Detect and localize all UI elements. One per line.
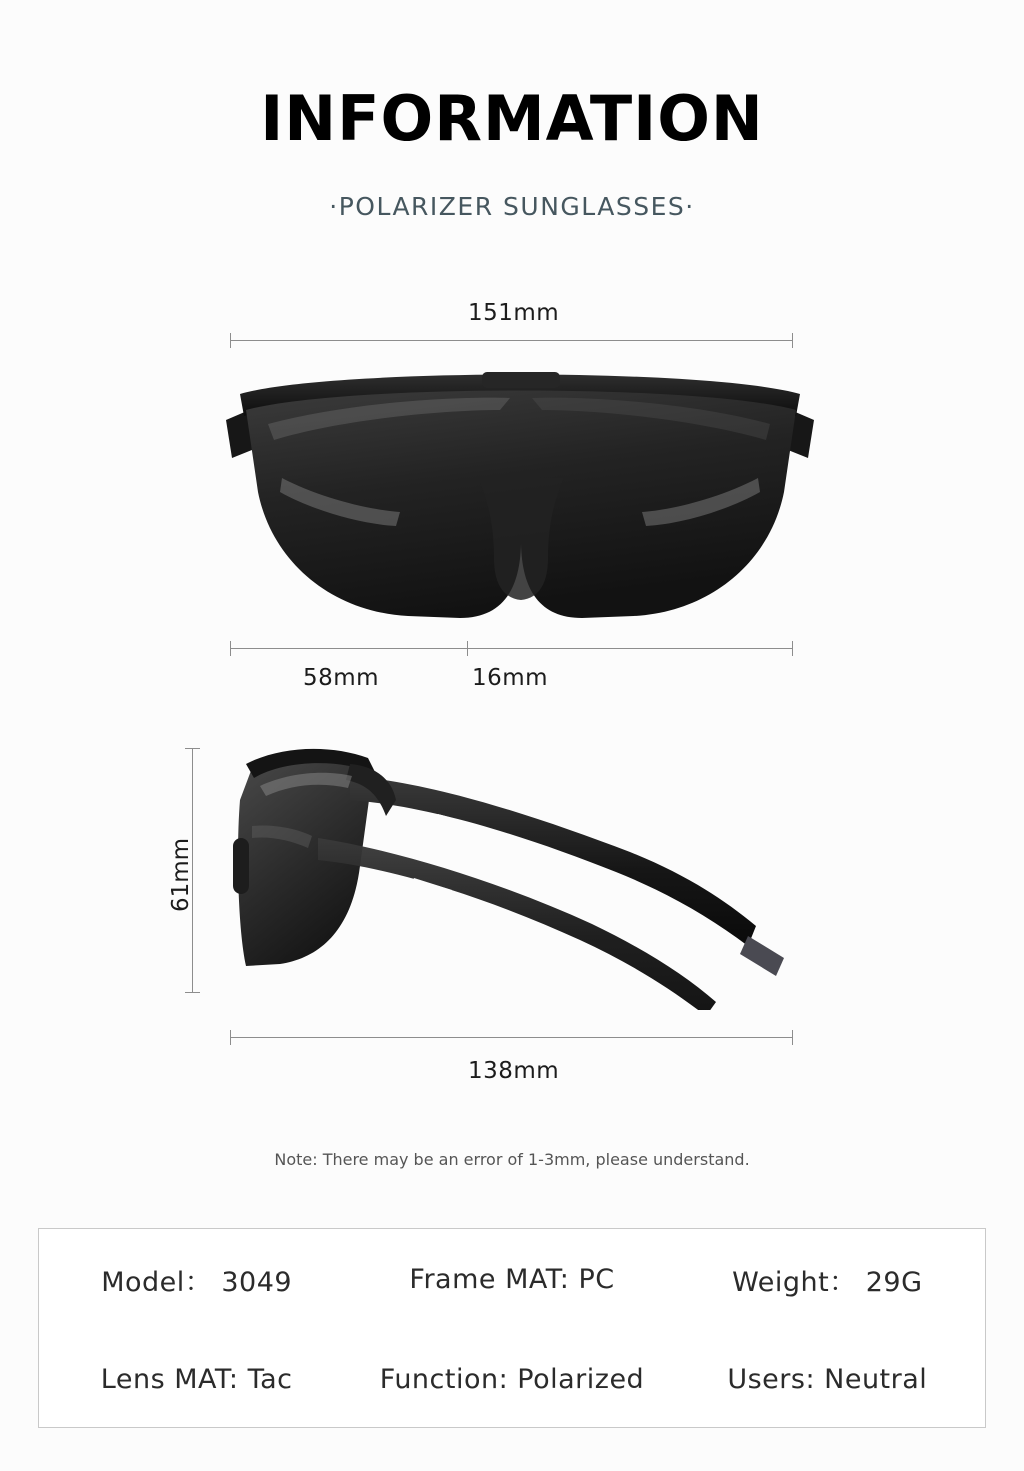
front-width-tick-right bbox=[792, 333, 793, 348]
front-width-label: 151mm bbox=[468, 300, 560, 326]
spec-row bbox=[39, 1229, 985, 1329]
lens-width-tick-left bbox=[230, 641, 231, 656]
temple-length-tick-right bbox=[792, 1030, 793, 1045]
spec-users: Users: Neutral bbox=[727, 1363, 928, 1395]
side-height-tick-top bbox=[185, 748, 200, 749]
spec-row bbox=[39, 1329, 985, 1429]
bridge-width-dimension-line bbox=[468, 648, 793, 649]
bridge-width-label: 16mm bbox=[472, 665, 549, 691]
measurement-note: Note: There may be an error of 1-3mm, please understand. bbox=[274, 1150, 750, 1169]
side-height-tick-bottom bbox=[185, 992, 200, 993]
spec-function: Function: Polarized bbox=[379, 1363, 645, 1395]
temple-length-tick-left bbox=[230, 1030, 231, 1045]
specifications-box bbox=[38, 1228, 986, 1428]
sunglasses-side-view-image bbox=[200, 730, 840, 1014]
sunglasses-front-view-image bbox=[210, 350, 830, 634]
side-height-label: 61mm bbox=[168, 837, 194, 912]
spec-weight: Weight： 29G bbox=[732, 1266, 923, 1298]
front-width-tick-left bbox=[230, 333, 231, 348]
spec-model: Model： 3049 bbox=[101, 1266, 293, 1298]
front-width-dimension-line bbox=[230, 340, 793, 341]
temple-length-label: 138mm bbox=[468, 1058, 560, 1084]
temple-length-dimension-line bbox=[230, 1037, 793, 1038]
spec-frame-material: Frame MAT: PC bbox=[409, 1263, 615, 1295]
page-title: INFORMATION bbox=[260, 82, 764, 155]
spec-lens-material: Lens MAT: Tac bbox=[100, 1363, 293, 1395]
lens-width-dimension-line bbox=[230, 648, 468, 649]
lens-width-label: 58mm bbox=[303, 665, 380, 691]
page-subtitle: ·POLARIZER SUNGLASSES· bbox=[329, 192, 695, 221]
bridge-width-tick-right bbox=[792, 641, 793, 656]
